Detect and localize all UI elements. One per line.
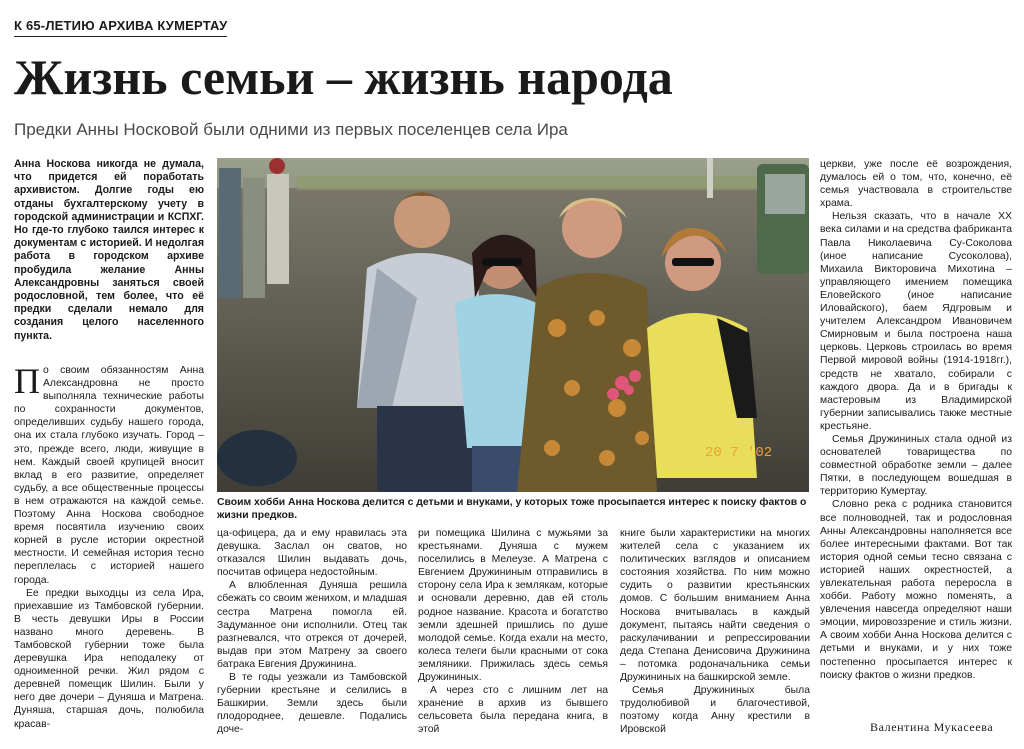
text-column-5 bbox=[820, 158, 1012, 718]
col5-paragraph-1: церкви, уже после её возрождения, думалось ей о том, что, конечно, её семья участвовала в строительстве храма. bbox=[820, 159, 1012, 210]
text-column-1 bbox=[14, 364, 204, 749]
col3-paragraph-2: А через сто с лишним лет на хранение в архив из бывшего сельсовета была передана книга, в этой bbox=[418, 685, 608, 736]
col5-paragraph-2: Нельзя сказать, что в начале XX века силами и на средства фабриканта Павла Николаевича Су-Соколова (иное написание Сусоколова), Михаила Викторовича Михотина – управляющего имением помещика Еловейского (иное написание Иловайского), баем Ядгровым и учителем Александром Ивановичем Смирновым и была построена наша церковь. Церковь строилась во время Первой мировой войны (1914-1918гг.), средств не хватало, собирали с каждого двора. Да и в бригады к мастеровым из Владимирской губернии записывались также местные крестьяне. bbox=[820, 211, 1012, 432]
col4-paragraph-2: Семья Дружининых была трудолюбивой и благочестивой, поэтому когда Анну крестили в Ировской bbox=[620, 685, 810, 736]
drop-cap: П bbox=[14, 364, 40, 401]
author-byline: Валентина Мукасеева bbox=[870, 720, 994, 734]
text-column-3 bbox=[418, 527, 608, 749]
col5-paragraph-4: Словно река с родника становится все полноводней, так и родословная Анны Александровны наполняется все более интересными фактами. Вот так история одной семьи тесно связана с историей наших окрестностей, а увлекательная работа переросла в хобби. Работу можно поменять, а увлечения навсегда определяют наши эмоции, мировоззрение и стиль жизни. А своим хобби Анна Носкова делится с детьми и внуками, и у них тоже постепенно просыпается интерес к поиску фактов о жизни предков. bbox=[820, 499, 1012, 681]
photo-caption: Своим хобби Анна Носкова делится с детьми и внуками, у которых тоже просыпается интерес к поиску фактов о жизни предков. bbox=[217, 497, 807, 521]
col4-paragraph-1: книге были характеристики на многих жителей села с указанием их политических взглядов и описанием состояния хозяйства. По ним можно судить о развитии крестьянских домов. С большим вниманием Анна Носкова вчитывалась в каждый документ, пытаясь найти сведения о раскулачивании и репрессировании деда Степана Денисовича Дружинина – потомка родоначальника семьи Дружининых на башкирской земле. bbox=[620, 528, 810, 684]
col3-paragraph-1: ри помещика Шилина с мужьями за крестьянами. Дуняша с мужем поселились в Мелеузе. А Матрена с Евгением Дружининым отправились в сторону села Ира к землякам, которые и основали деревню, дав ей столь родное название. Красота и богатство земли здешней пришлись по душе молодой семье. Когда ехали на место, колеса телеги были красными от сока земляники. Прижилась здесь семья Дружининых. bbox=[418, 528, 608, 684]
family-photo-image bbox=[217, 158, 809, 492]
photo-date-stamp: 20 7 '02 bbox=[705, 445, 773, 461]
col1-paragraph-1 bbox=[14, 364, 204, 587]
family-photo bbox=[217, 158, 809, 492]
col2-paragraph-2: А влюбленная Дуняша решила сбежать со своим женихом, и младшая сестра Матрена помогла ей. Задуманное они исполнили. Отец так разгневался, что отрекся от дочерей, выдав при этом Матрену за своего батрака Евгения Дружинина. bbox=[217, 580, 407, 670]
section-rubric: К 65-ЛЕТИЮ АРХИВА КУМЕРТАУ bbox=[14, 18, 227, 37]
lead-text: Анна Носкова никогда не думала, что придется ей поработать архивистом. Долгие годы ею отданы бухгалтерскому учету в городской администрации и КСПХГ. Но где-то глубоко таился интерес к документам с историей. И недолгая работа в городском архиве пробудила желание Анны Александровны заняться своей родословной, тем более, что её предки сделали немало для создания целого населенного пункта. bbox=[14, 158, 204, 342]
article-subtitle: Предки Анны Носковой были одними из первых поселенцев села Ира bbox=[14, 120, 568, 139]
text-column-2 bbox=[217, 527, 407, 749]
col1-paragraph-2: Ее предки выходцы из села Ира, приехавшие из Тамбовской губернии. В честь девушки Иры в России названо много деревень. В Тамбовской губернии тоже была деревушка Ира неподалеку от одноименной речки. Жил рядом с деревней помещик Шилин. Были у него две дочери – Дуняша и Матрена. Дуняша, старшая дочь, полюбила красав- bbox=[14, 587, 204, 730]
article-headline: Жизнь семьи – жизнь народа bbox=[14, 49, 673, 105]
col5-paragraph-3: Семья Дружининых стала одной из основателей товарищества по совместной обработке земли – далее Пятки, в последующем вошедшая в территорию Кумертау. bbox=[820, 433, 1012, 498]
text-column-4 bbox=[620, 527, 810, 749]
col2-paragraph-3: В те годы уезжали из Тамбовской губернии крестьяне и селились в Башкирии. Земли здесь были плодороднее, дешевле. Подались доче- bbox=[217, 672, 407, 736]
article-lead bbox=[14, 158, 204, 343]
col2-paragraph-1: ца-офицера, да и ему нравилась эта девушка. Заслал он сватов, но отказался Шилин выдавать дочь, посчитав офицера недостойным. bbox=[217, 528, 407, 579]
col1-paragraph-1-text: о своим обязанностям Анна Александровна не просто выполняла технические работы по сохранности документов, определивших судьбу нашего города, она их стала глубоко изучать. Город – это, прежде всего, люди, живущие в нем. Каждый своей крупицей вносит вклад в его развитие, определяет судьбу, а все общественные процессы в нем отражаются на каждой семье. Поэтому Анна Носкова свободное время посвятила изучению своих корней в русле истории окрестной местности. И семейная история тесно переплелась с историей нашего города. bbox=[14, 365, 204, 586]
